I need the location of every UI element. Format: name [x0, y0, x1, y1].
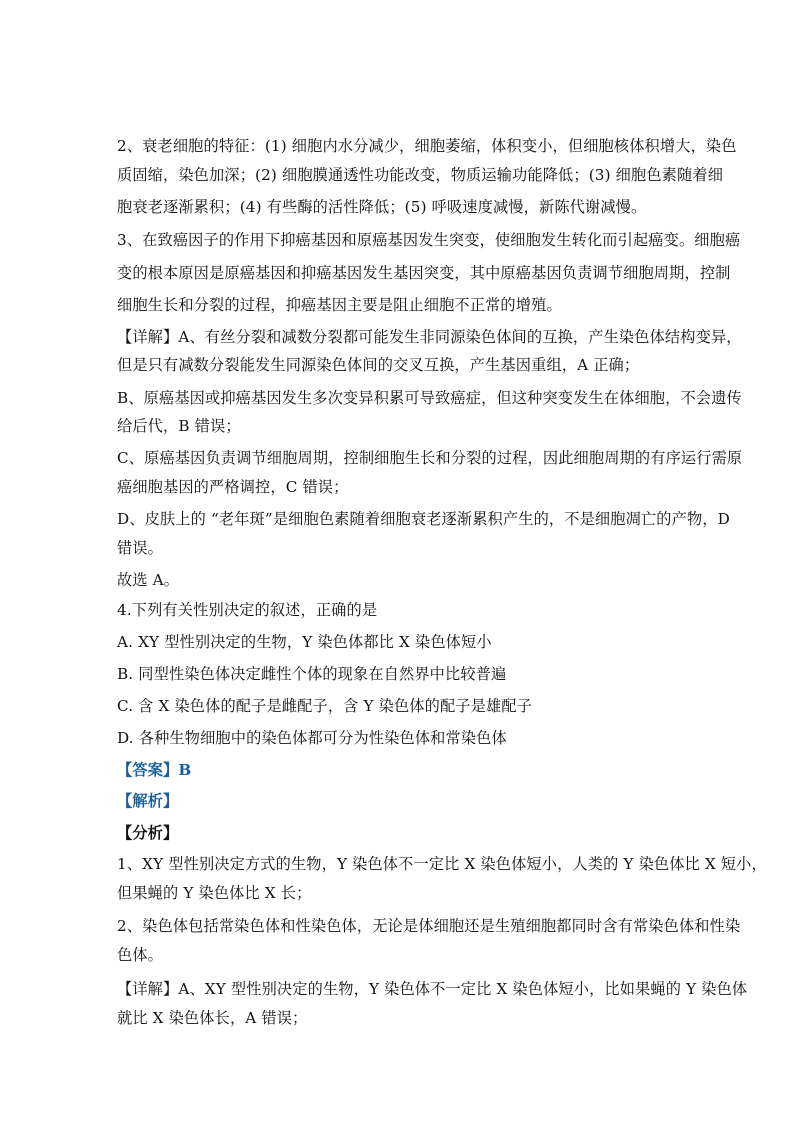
text-line: 但是只有减数分裂能发生同源染色体间的交叉互换，产生基因重组，A 正确；	[117, 356, 640, 374]
text-line: 【详解】A、XY 型性别决定的生物，Y 染色体不一定比 X 染色体短小，比如果蝇的 Y 染色体	[117, 980, 748, 998]
text-line: D、皮肤上的 “老年斑”是细胞色素随着细胞衰老逐渐累积产生的，不是细胞凋亡的产物，D	[117, 510, 730, 528]
text-line: 2、衰老细胞的特征：(1) 细胞内水分减少，细胞萎缩，体积变小，但细胞核体积增大，染色	[117, 137, 737, 155]
option-d: D. 各种生物细胞中的染色体都可分为性染色体和常染色体	[117, 729, 507, 747]
option-b: B. 同型性染色体决定雌性个体的现象在自然界中比较普遍	[117, 665, 507, 683]
answer-label: 【答案】B	[117, 761, 192, 779]
text-line: 故选 A。	[117, 571, 180, 589]
text-line: 胞衰老逐渐累积；(4) 有些酶的活性降低；(5) 呼吸速度减慢，新陈代谢减慢。	[117, 198, 647, 216]
text-line: 癌细胞基因的严格调控，C 错误；	[117, 478, 349, 496]
text-line: 给后代，B 错误；	[117, 417, 241, 435]
text-line: 错误。	[117, 539, 164, 557]
text-line: 细胞生长和分裂的过程，抑癌基因主要是阻止细胞不正常的增殖。	[117, 296, 562, 314]
text-line: 质固缩，染色加深；(2) 细胞膜通透性功能改变，物质运输功能降低；(3) 细胞色素随着细	[117, 166, 724, 184]
analysis-subheading: 【分析】	[117, 824, 179, 842]
text-line: 就比 X 染色体长，A 错误；	[117, 1009, 308, 1027]
text-line: 2、染色体包括常染色体和性染色体，无论是体细胞还是生殖细胞都同时含有常染色体和性染	[117, 917, 741, 935]
text-line: 3、在致癌因子的作用下抑癌基因和原癌基因发生突变，使细胞发生转化而引起癌变。细胞癌	[117, 231, 741, 249]
option-a: A. XY 型性别决定的生物，Y 染色体都比 X 染色体短小	[117, 633, 492, 651]
text-line: B、原癌基因或抑癌基因发生多次变异积累可导致癌症，但这种突变发生在体细胞，不会遗传	[117, 389, 742, 407]
text-line: 变的根本原因是原癌基因和抑癌基因发生基因突变，其中原癌基因负责调节细胞周期，控制	[117, 264, 731, 282]
text-line: 1、XY 型性别决定方式的生物，Y 染色体不一定比 X 染色体短小，人类的 Y 染色体比 X 短小，	[117, 855, 767, 873]
analysis-label: 【解析】	[117, 792, 179, 810]
question-stem: 4.下列有关性别决定的叙述，正确的是	[117, 601, 378, 619]
text-line: 但果蝇的 Y 染色体比 X 长；	[117, 884, 312, 902]
text-line: C、原癌基因负责调节细胞周期，控制细胞生长和分裂的过程，因此细胞周期的有序运行需原	[117, 449, 743, 467]
option-c: C. 含 X 染色体的配子是雌配子，含 Y 染色体的配子是雄配子	[117, 697, 532, 715]
text-line: 色体。	[117, 946, 164, 964]
text-line: 【详解】A、有丝分裂和减数分裂都可能发生非同源染色体间的互换，产生染色体结构变异，	[117, 328, 742, 346]
